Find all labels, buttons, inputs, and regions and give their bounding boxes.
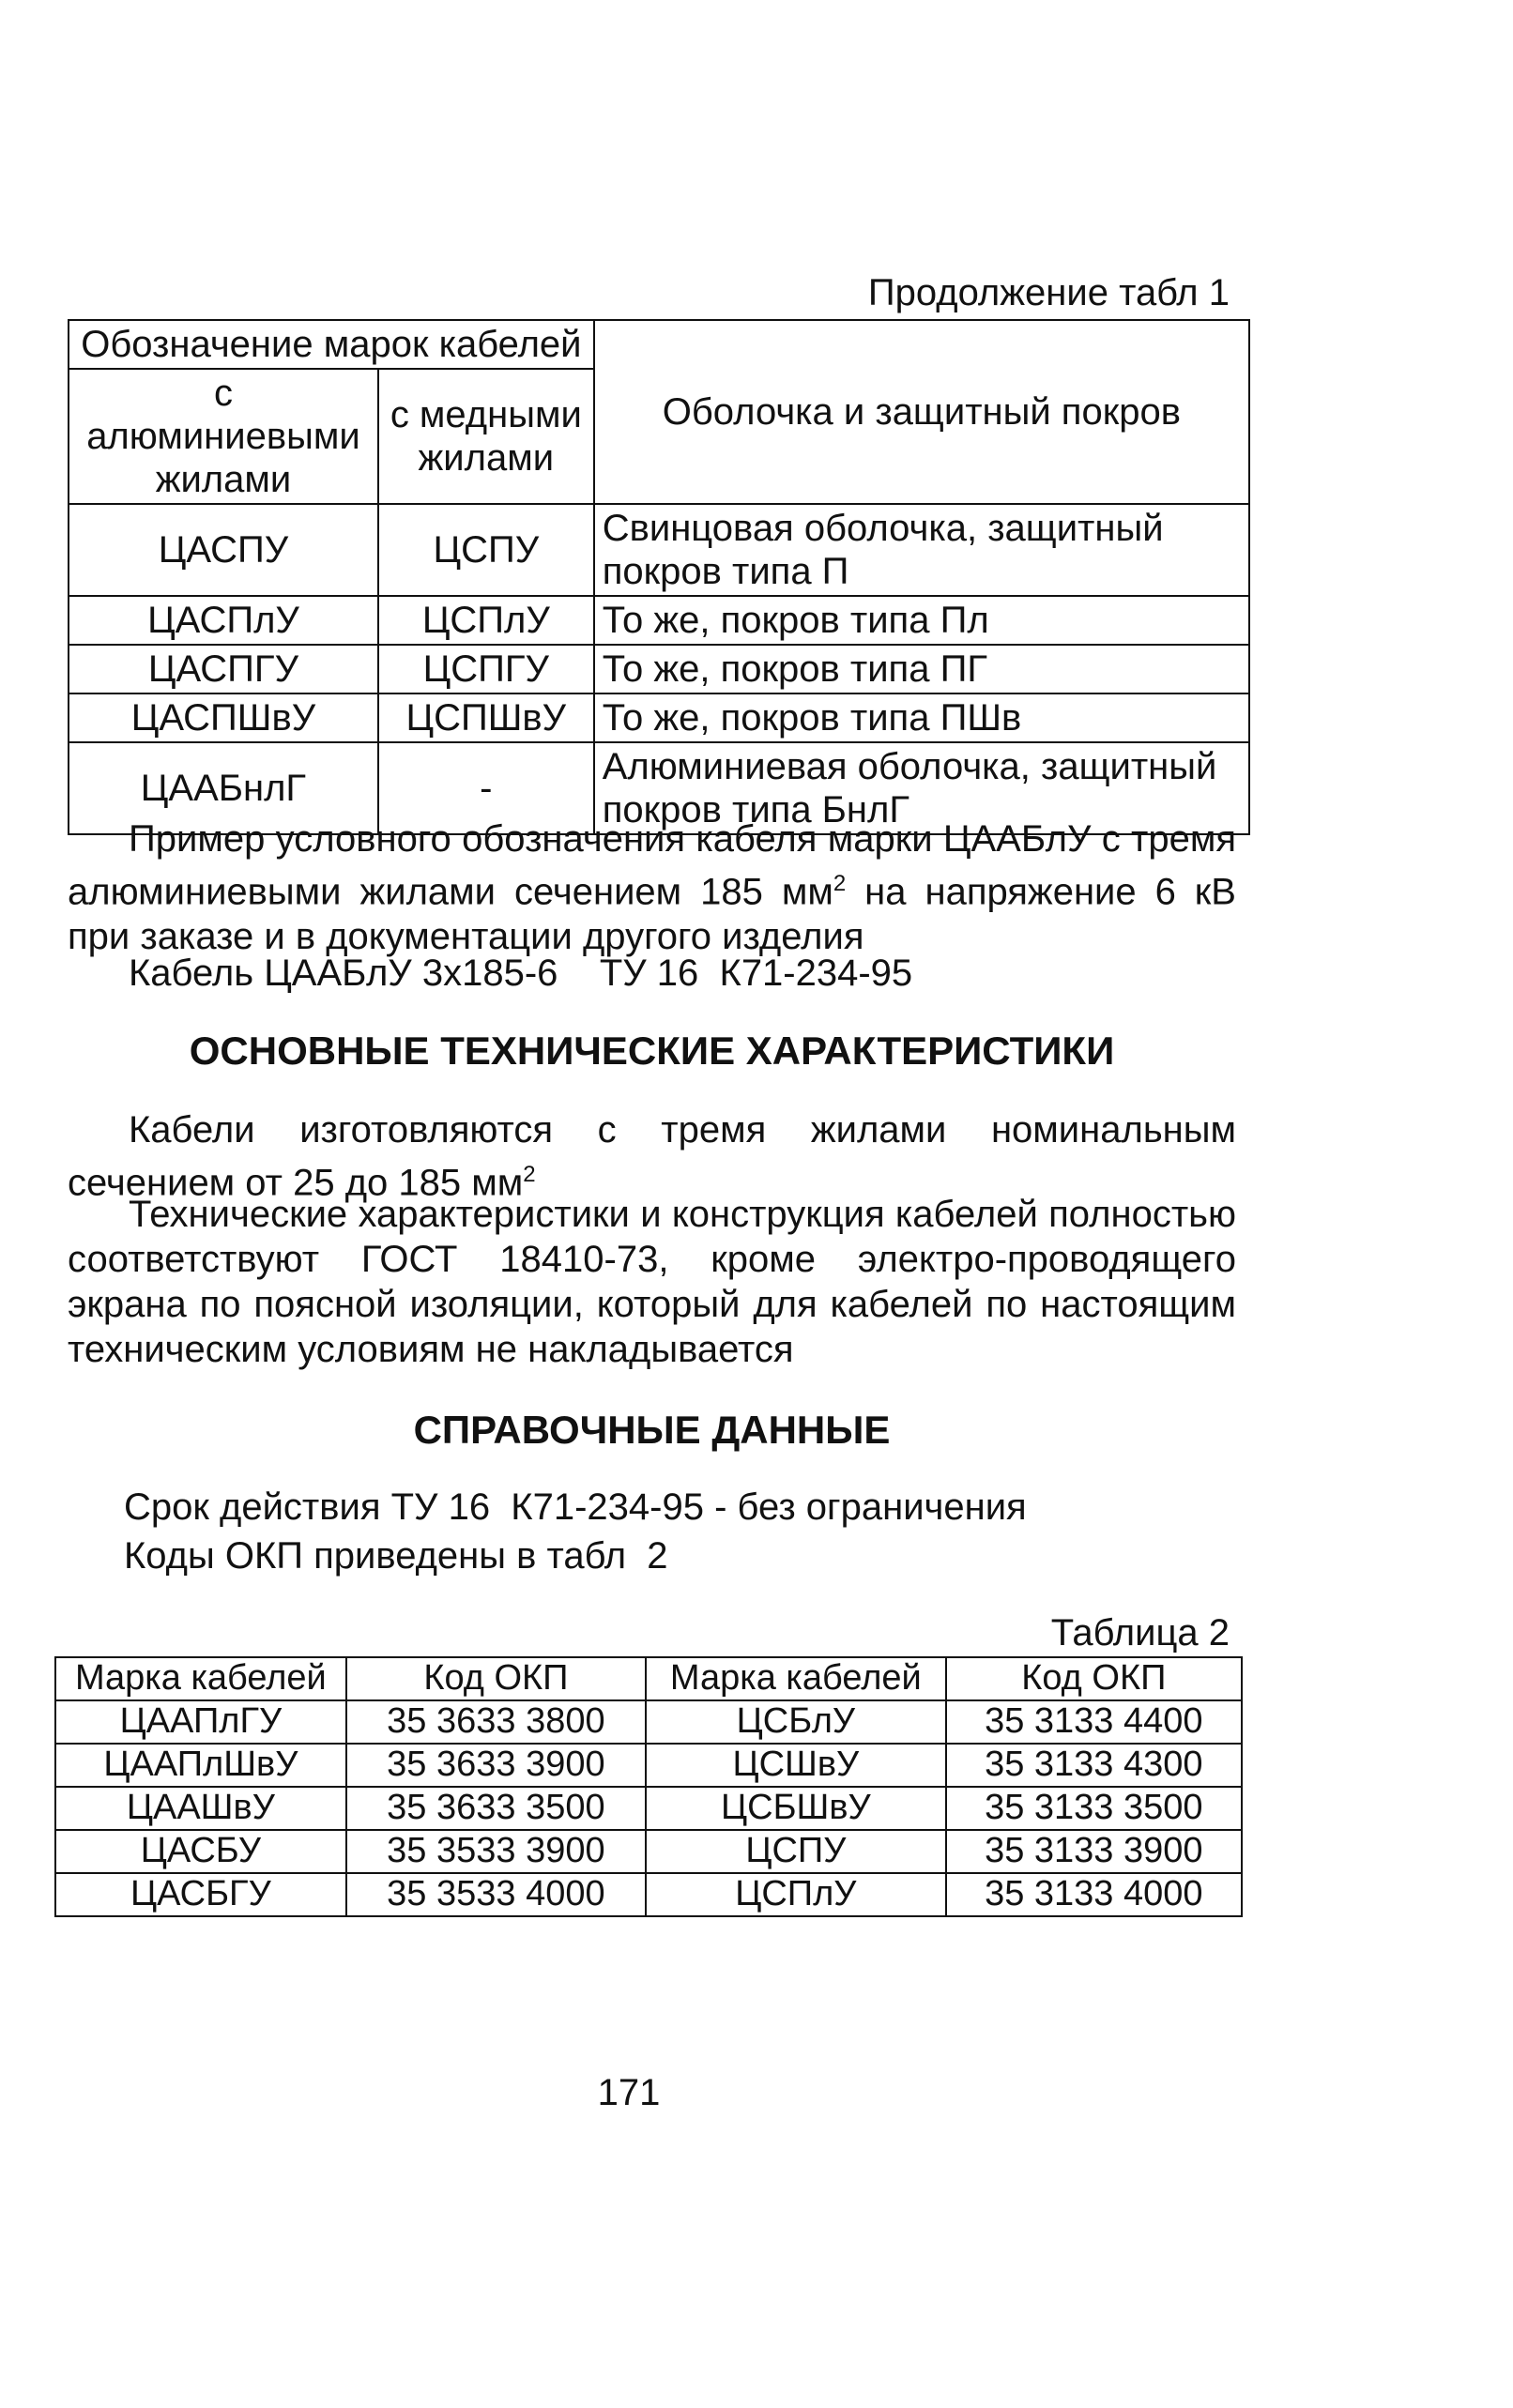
example-text: Пример условного обозначения кабеля марки ЦААБлУ с тремя алюминиевыми жилами сечением 185 мм (68, 818, 1236, 913)
paragraph-text: Кабели изготовляются с тремя жилами номинальным сечением от 25 до 185 мм (68, 1109, 1236, 1204)
table-cell: 35 3133 3500 (946, 1787, 1242, 1830)
table2-label: Таблица 2 (1050, 1612, 1230, 1654)
al-header: с алюминиевыми жилами (69, 369, 378, 504)
example-designation: Кабель ЦААБлУ 3х185-6 ТУ 16 К71-234-95 (129, 953, 913, 994)
section-paragraph: Технические характеристики и конструкция кабелей полностью соответствуют ГОСТ 18410-73, кроме электро-проводящего экрана по поясной изоляции, который для кабелей по настоящим техническим условиям не накладывается (68, 1194, 1236, 1370)
table-cell: 35 3133 4000 (946, 1873, 1242, 1916)
al-mark: ЦАСПГУ (69, 645, 378, 693)
al-mark: ЦАСПлУ (69, 596, 378, 645)
table-cell: ЦАСБУ (55, 1830, 346, 1873)
sheath-desc: Алюминиевая оболочка, защитный покров типа БнлГ (594, 742, 1249, 834)
table-row (69, 645, 1249, 693)
cable-marks-table (68, 319, 1250, 835)
column-header: Код ОКП (346, 1657, 646, 1700)
column-header: Код ОКП (946, 1657, 1242, 1700)
superscript: 2 (833, 871, 847, 896)
example-text-end: на напряжение 6 кВ при заказе и в документации другого изделия (68, 871, 1236, 958)
al-mark: ЦААБнлГ (69, 742, 378, 834)
column-header: Марка кабелей (646, 1657, 946, 1700)
section-title: ОСНОВНЫЕ ТЕХНИЧЕСКИЕ ХАРАКТЕРИСТИКИ (189, 1029, 1115, 1073)
sheath-desc: То же, покров типа ПШв (594, 693, 1249, 742)
table-cell: 35 3133 3900 (946, 1830, 1242, 1873)
section-title: СПРАВОЧНЫЕ ДАННЫЕ (413, 1408, 891, 1452)
table-header-row (69, 320, 1249, 369)
sheath-desc: То же, покров типа Пл (594, 596, 1249, 645)
table-cell: 35 3633 3900 (346, 1744, 646, 1787)
table-cell: ЦСПУ (646, 1830, 946, 1873)
table-row (69, 693, 1249, 742)
cu-mark: ЦСПШвУ (378, 693, 594, 742)
table-cell: 35 3633 3500 (346, 1787, 646, 1830)
al-mark: ЦАСПУ (69, 504, 378, 596)
table-cell: ЦААПлШвУ (55, 1744, 346, 1787)
page-number: 171 (597, 2072, 661, 2113)
table-cell: 35 3533 3900 (346, 1830, 646, 1873)
cu-mark: ЦСПГУ (378, 645, 594, 693)
table-row (55, 1873, 1242, 1916)
cu-mark: ЦСПУ (378, 504, 594, 596)
table-cell: 35 3133 4400 (946, 1700, 1242, 1744)
table-cell: ЦААШвУ (55, 1787, 346, 1830)
table-row (69, 596, 1249, 645)
table-row (69, 504, 1249, 596)
cu-header: с медными жилами (378, 369, 594, 504)
table-cell: 35 3633 3800 (346, 1700, 646, 1744)
table-row (55, 1744, 1242, 1787)
al-mark: ЦАСПШвУ (69, 693, 378, 742)
okp-reference-line: Коды ОКП приведены в табл 2 (124, 1535, 668, 1577)
table-row (55, 1700, 1242, 1744)
table-cell: 35 3133 4300 (946, 1744, 1242, 1787)
column-header: Марка кабелей (55, 1657, 346, 1700)
table-row (55, 1787, 1242, 1830)
sheath-desc: То же, покров типа ПГ (594, 645, 1249, 693)
table-cell: ЦААПлГУ (55, 1700, 346, 1744)
okp-codes-table (54, 1656, 1243, 1917)
cu-mark: ЦСПлУ (378, 596, 594, 645)
sheath-header: Оболочка и защитный покров (594, 320, 1249, 504)
superscript: 2 (523, 1162, 536, 1187)
validity-line: Срок действия ТУ 16 К71-234-95 - без ограничения (124, 1486, 1027, 1528)
table-cell: ЦСПлУ (646, 1873, 946, 1916)
table-header-row (55, 1657, 1242, 1700)
table-cell: ЦСБлУ (646, 1700, 946, 1744)
cu-mark: - (378, 742, 594, 834)
table-cell: ЦСШвУ (646, 1744, 946, 1787)
table-cell: ЦСБШвУ (646, 1787, 946, 1830)
table-cell: 35 3533 4000 (346, 1873, 646, 1916)
continuation-label: Продолжение табл 1 (867, 272, 1230, 313)
table-cell: ЦАСБГУ (55, 1873, 346, 1916)
section-paragraph (68, 1107, 1236, 1205)
example-paragraph (68, 816, 1236, 959)
table-row (55, 1830, 1242, 1873)
sheath-desc: Свинцовая оболочка, защитный покров типа П (594, 504, 1249, 596)
group-header: Обозначение марок кабелей (69, 320, 594, 369)
